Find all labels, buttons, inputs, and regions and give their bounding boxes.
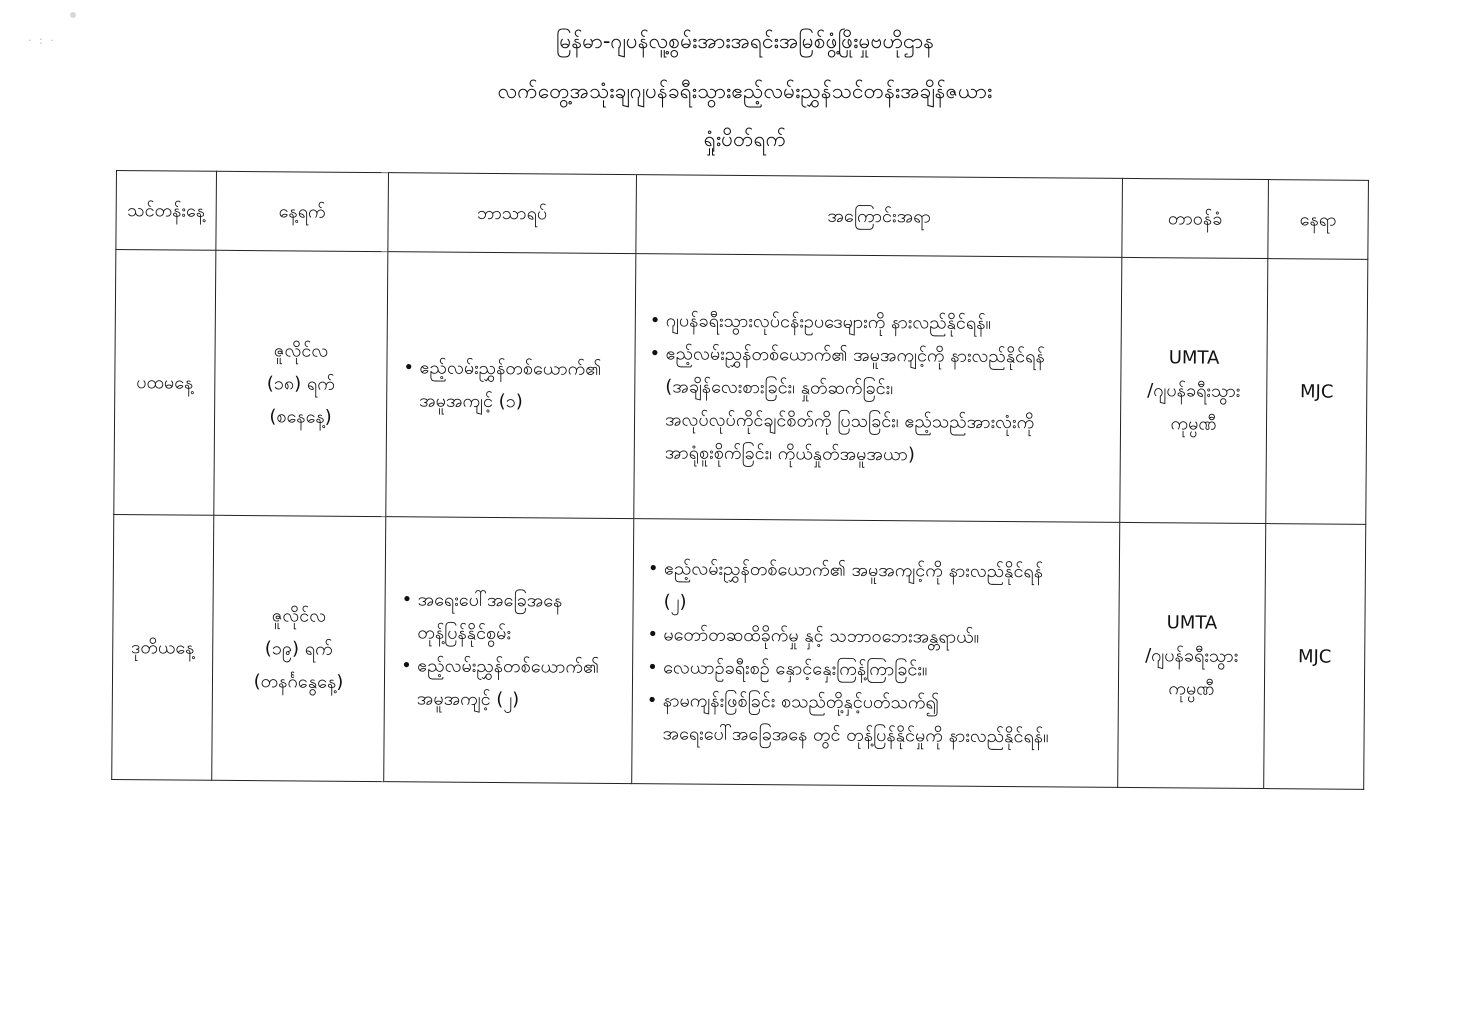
subject-item: • ဧည့်လမ်းညွှန်တစ်ယောက်၏ အမူအကျင့် (၂)	[417, 649, 632, 717]
header-in-charge: တာဝန်ခံ	[1122, 178, 1269, 258]
venue-cell: MJC	[1264, 524, 1366, 790]
subject-item: • အရေးပေါ်အခြေအနေ တုန့်ပြန်နိုင်စွမ်း	[417, 583, 632, 651]
header-subject: ဘာသာရပ်	[388, 173, 637, 254]
schedule-table	[111, 170, 1369, 790]
date-cell	[212, 515, 386, 781]
document-section-title: ရှုံးပိတ်ရက်	[703, 127, 787, 151]
header-training-day: သင်တန်းနေ့	[116, 171, 217, 251]
header-date: နေ့ရက်	[216, 171, 389, 251]
content-item: • မတော်တဆထိခိုက်မှု နှင့် သဘာဝဘေးအန္တရာယ်။	[663, 618, 1110, 655]
date-day: (၁၈) ရက်	[266, 372, 335, 395]
date-day: (၁၉) ရက်	[264, 637, 333, 660]
content-item: • ဧည့်လမ်းညွှန်တစ်ယောက်၏ အမူအကျင့်ကို နားလည်နိုင်ရန် (၂)	[663, 552, 1111, 622]
scan-artifact-dots: · : ·	[28, 34, 56, 47]
venue-cell: MJC	[1266, 259, 1368, 525]
header-venue: နေရာ	[1268, 180, 1369, 260]
subject-cell	[386, 252, 636, 519]
table-header-row	[116, 171, 1369, 260]
content-cell	[634, 254, 1122, 523]
date-month: ဇူလိုင်လ	[273, 339, 329, 362]
table-row	[114, 250, 1368, 525]
date-weekday: (တနင်္ဂနွေနေ့)	[253, 670, 344, 693]
subject-cell	[384, 517, 634, 784]
in-charge-cell: UMTA /ဂျပန်ခရီးသွား ကုမ္ပဏီ	[1118, 522, 1266, 788]
document-subtitle: လက်တွေ့အသုံးချဂျပန်ခရီးသွားဧည့်လမ်းညွှန်သင်တန်းအချိန်ဇယား	[497, 79, 993, 103]
table-row	[112, 514, 1366, 789]
in-charge-cell: UMTA /ဂျပန်ခရီးသွား ကုမ္ပဏီ	[1120, 257, 1268, 523]
content-item: • ဂျပန်ခရီးသွားလုပ်ငန်းဥပဒေများကို နားလည်နိုင်ရန်။	[666, 304, 1113, 341]
content-item: • ဧည့်လမ်းညွှန်တစ်ယောက်၏ အမူအကျင့်ကို နားလည်နိုင်ရန် (အချိန်လေးစားခြင်း၊ နှုတ်ဆက်ခြင်း၊ အလုပ်လုပ်ကိုင်ချင်စိတ်ကို ပြသခြင်း၊ ဧည့်သည်အားလုံးကို အာရုံစူးစိုက်ခြင်း၊ ကိုယ်နှုတ်အမူအယာ)	[665, 337, 1113, 473]
content-item: • နာမကျန်းဖြစ်ခြင်း စသည်တို့နှင့်ပတ်သက်၍ အရေးပေါ်အခြေအနေ တွင် တုန့်ပြန်နိုင်မှုကို နားလည်နိုင်ရန်။	[662, 684, 1110, 754]
day-cell: ဒုတိယနေ့	[112, 514, 214, 780]
subject-item: • ဧည့်လမ်းညွှန်တစ်ယောက်၏ အမူအကျင့် (၁)	[419, 351, 634, 419]
content-cell	[632, 519, 1120, 788]
content-item: • လေယာဉ်ခရီးစဉ် နှောင့်နှေးကြန့်ကြာခြင်း။	[663, 651, 1110, 688]
document-title: မြန်မာ-ဂျပန်လူ့စွမ်းအားအရင်းအမြစ်ဖွံ့ဖြိုးမှုဗဟိုဌာန	[555, 29, 935, 53]
date-weekday: (စနေနေ့)	[269, 405, 332, 428]
day-cell: ပထမနေ့	[114, 250, 216, 516]
scan-artifact	[70, 12, 76, 18]
header-content: အကြောင်းအရာ	[636, 175, 1123, 258]
date-month: ဇူလိုင်လ	[271, 604, 327, 627]
date-cell	[214, 250, 388, 516]
